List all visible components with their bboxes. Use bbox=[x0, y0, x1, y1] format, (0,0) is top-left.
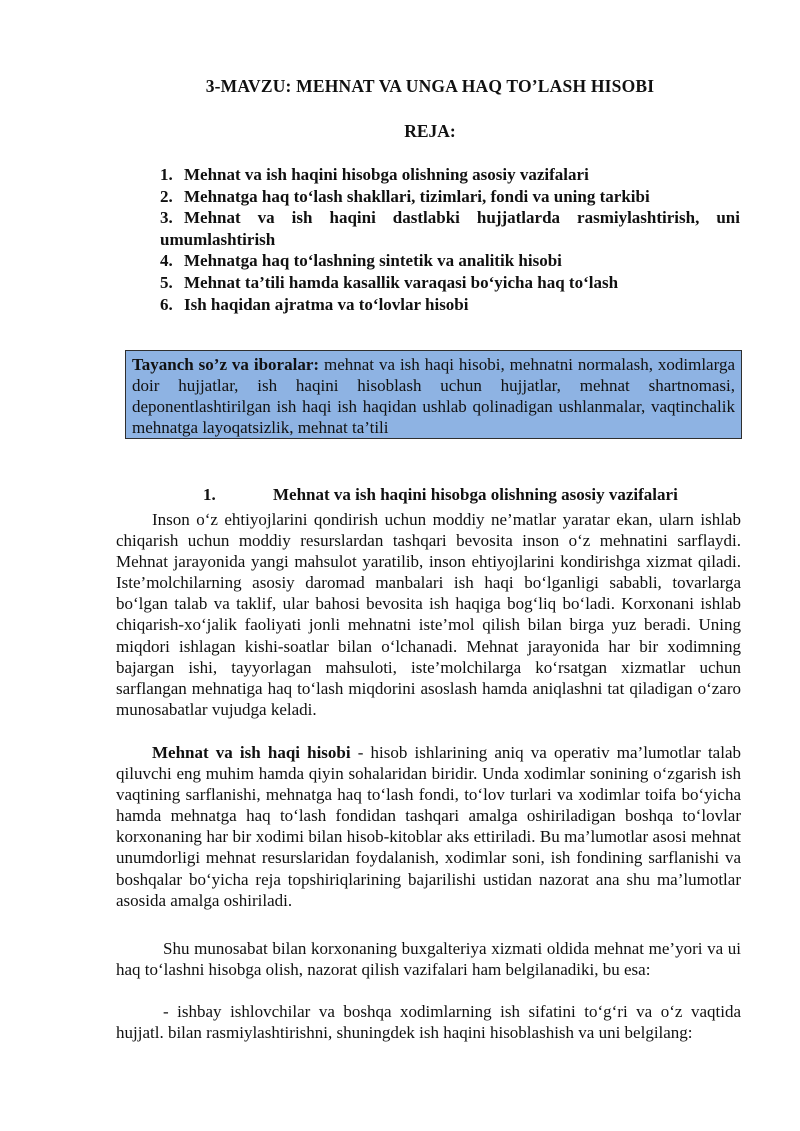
plan-item bbox=[160, 250, 740, 272]
plan-list bbox=[160, 164, 740, 315]
plan-item-number: 3. bbox=[160, 208, 173, 228]
plan-item-number: 5. bbox=[160, 272, 173, 292]
paragraph-4: - ishbay ishlovchilar va boshqa xodimlarning ish sifatini to‘g‘ri va o‘z vaqtida hujjatl. bilan rasmiylashtirishni, shuningdek ish haqini hisoblashish va uni belgilang: bbox=[116, 1002, 741, 1043]
plan-item-text: Mehnatga haq to‘lashning sintetik va analitik hisobi bbox=[184, 251, 562, 271]
plan-item-number: 2. bbox=[160, 186, 173, 206]
section-title: Mehnat va ish haqini hisobga olishning asosiy vazifalari bbox=[273, 485, 678, 504]
section-number: 1. bbox=[203, 485, 216, 504]
keywords-text: mehnat va ish haqi hisobi, mehnatni normalash, xodimlarga doir hujjatlar, ish haqini hisoblash uchun hujjatlar, mehnat shartnomasi, deponentlashtirilgan ish haqi ish haqidan ushlab qolinadigan ushlanmalar, vaqtinchalik mehnatga layoqatsizlik, mehnat ta’tili bbox=[132, 355, 735, 437]
keywords-box bbox=[125, 350, 742, 439]
plan-item-text: Mehnatga haq to‘lash shakllari, tizimlari, fondi va uning tarkibi bbox=[184, 186, 650, 206]
paragraph-2-text: - hisob ishlarining aniq va operativ ma’lumotlar talab qiluvchi eng muhim hamda qiyin sohalaridan biridir. Unda xodimlar sonining o‘zgarish ish vaqtining sarflanishi, mehnatga haq to‘lash fondi, to‘lov turlari va xodimlar toifa bo‘yicha hamda mehnatga haq to‘lash fondidan tashqari amalga oshiriladigan boshqa to‘lovlar korxonaning har bir xodimi bilan hisob-kitoblar aks ettiriladi. Bu ma’lumotlar asosi mehnat unumdorligi mehnat resurslaridan foydalanish, xodimlar soni, ish fondining sarflanishi va boshqalar bo‘yicha reja topshiriqlarining bajarilishi ustidan nazorat ana shu ma’lumotlar asosida amalga oshiriladi. bbox=[116, 743, 741, 910]
plan-item bbox=[160, 272, 740, 294]
plan-item bbox=[160, 164, 740, 186]
plan-item-text: Mehnat ta’tili hamda kasallik varaqasi bo‘yicha haq to‘lash bbox=[184, 272, 619, 292]
plan-item bbox=[160, 294, 740, 316]
paragraph-2-term: Mehnat va ish haqi hisobi bbox=[152, 743, 351, 762]
paragraph-1: Inson o‘z ehtiyojlarini qondirish uchun moddiy ne’matlar yaratar ekan, ularn ishlab chiqarish uchun moddiy resurslardan tashqari bevosita inson o‘z mehnatini sarflaydi. Mehnat jarayonida yangi mahsulot yaratilib, inson ehtiyojlarini kondirishga xizmat qiladi. Iste’molchilarning asosiy daromad manbalari ish haqi bo‘lganligi sababli, tovarlarga bo‘lgan talab va taklif, ular bahosi bevosita ish haqiga bog‘liq bo‘ladi. Korxonani ishlab chiqarish-xo‘jalik faoliyati jonli mehnatni iste’mol qilish bilan birga yuz beradi. Uning miqdori ishlagan kishi-soatlar bilan o‘lchanadi. Mehnat jarayonida har bir xodimning bajargan ishi, tayyorlagan mahsuloti, iste’molchilarga ko‘rsatgan xizmatlar uchun sarflangan mehnatiga haq to‘lash miqdorini asoslash hamda aniqlashni tat qiladigan o‘zaro munosabatlar vujudga keladi. bbox=[116, 510, 741, 719]
plan-heading: REJA: bbox=[404, 121, 456, 141]
paragraph-2 bbox=[116, 742, 741, 911]
plan-item bbox=[160, 207, 740, 250]
plan-item-text: Mehnat va ish haqini hisobga olishning asosiy vazifalari bbox=[184, 165, 589, 184]
plan-item bbox=[160, 186, 740, 208]
document-title: 3-MAVZU: MEHNAT VA UNGA HAQ TO’LASH HISOBI bbox=[205, 76, 655, 96]
plan-item-number: 4. bbox=[160, 251, 173, 271]
plan-item-number: 6. bbox=[160, 294, 173, 314]
paragraph-3: Shu munosabat bilan korxonaning buxgalteriya xizmati oldida mehnat me’yori va ui haq to‘lashni hisobga olish, nazorat qilish vazifalari ham belgilanadiki, bu esa: bbox=[116, 939, 741, 980]
plan-item-text: Ish haqidan ajratma va to‘lovlar hisobi bbox=[184, 294, 469, 314]
plan-item-text: Mehnat va ish haqini dastlabki hujjatlarda rasmiylashtirish, uni umumlashtirish bbox=[160, 208, 740, 249]
plan-item-number: 1. bbox=[160, 165, 173, 184]
keywords-label: Tayanch so’z va iboralar: bbox=[132, 355, 320, 374]
